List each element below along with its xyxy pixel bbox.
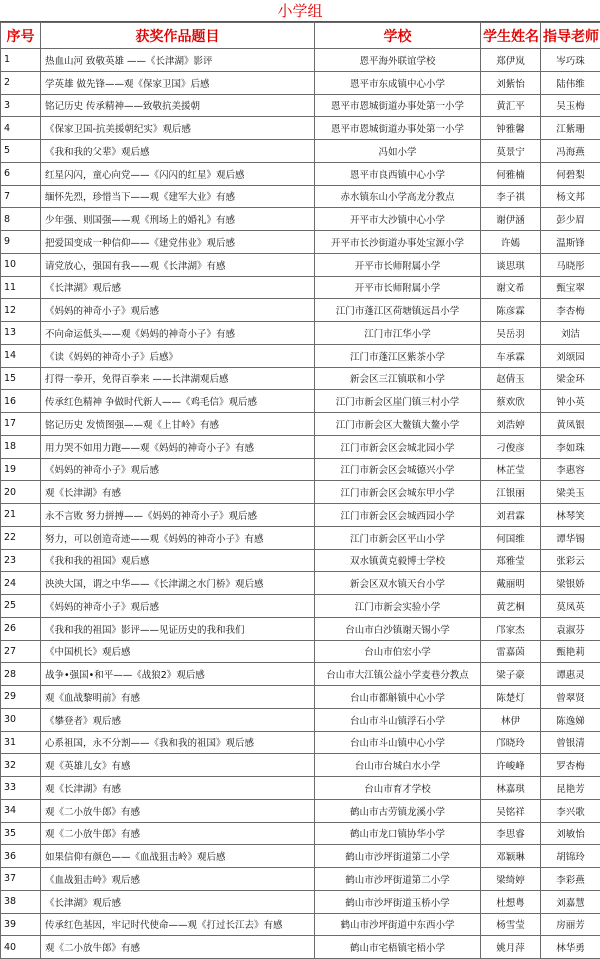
table-row	[1, 549, 600, 572]
cell-student: 刘紫怡	[481, 71, 541, 94]
cell-school: 江门市新会区平山小学	[315, 526, 481, 549]
cell-school: 开平市长师附属小学	[315, 253, 481, 276]
group-title: 小学组	[0, 0, 600, 22]
cell-student: 刘君霖	[481, 504, 541, 527]
cell-index: 1	[1, 49, 41, 72]
cell-student: 郑雅莹	[481, 549, 541, 572]
table-row	[1, 913, 600, 936]
cell-index: 37	[1, 868, 41, 891]
cell-work-title: 观《英雄儿女》有感	[41, 754, 315, 777]
cell-teacher: 江紫珊	[541, 117, 600, 140]
cell-school: 开平市大沙镇中心小学	[315, 208, 481, 231]
table-row	[1, 344, 600, 367]
cell-work-title: 打得一拳开，免得百拳来 ——长津湖观后感	[41, 367, 315, 390]
cell-index: 4	[1, 117, 41, 140]
cell-student: 赵倩玉	[481, 367, 541, 390]
cell-work-title: 《我和我的祖国》观后感	[41, 549, 315, 572]
cell-student: 何国维	[481, 526, 541, 549]
cell-work-title: 观《二小放牛郎》有感	[41, 822, 315, 845]
table-row	[1, 868, 600, 891]
cell-student: 吴岳羽	[481, 322, 541, 345]
cell-work-title: 《长津湖》观后感	[41, 890, 315, 913]
cell-work-title: 热血山河 致敬英雄 ——《长津湖》影评	[41, 49, 315, 72]
cell-index: 8	[1, 208, 41, 231]
cell-student: 许峻峰	[481, 754, 541, 777]
table-row	[1, 663, 600, 686]
cell-work-title: 观《长津湖》有感	[41, 481, 315, 504]
cell-index: 26	[1, 617, 41, 640]
cell-student: 梁绮婷	[481, 868, 541, 891]
header-school: 学校	[315, 23, 481, 49]
cell-teacher: 陆伟维	[541, 71, 600, 94]
cell-work-title: 观《长津湖》有感	[41, 777, 315, 800]
cell-work-title: 《妈妈的神奇小子》观后感	[41, 299, 315, 322]
cell-work-title: 《我和我的父辈》观后感	[41, 140, 315, 163]
cell-student: 谈思琪	[481, 253, 541, 276]
cell-teacher: 谭惠灵	[541, 663, 600, 686]
cell-school: 江门市新会区会城北园小学	[315, 435, 481, 458]
table-row	[1, 822, 600, 845]
cell-student: 戴丽明	[481, 572, 541, 595]
cell-index: 13	[1, 322, 41, 345]
cell-work-title: 永不言败 努力拼搏——《妈妈的神奇小子》观后感	[41, 504, 315, 527]
table-row	[1, 731, 600, 754]
cell-teacher: 胡锦玲	[541, 845, 600, 868]
header-teacher: 指导老师	[541, 23, 600, 49]
cell-school: 台山市台城白水小学	[315, 754, 481, 777]
cell-school: 赤水镇东山小学高龙分教点	[315, 185, 481, 208]
cell-index: 24	[1, 572, 41, 595]
table-row	[1, 185, 600, 208]
cell-school: 台山市大江镇公益小学麦巷分教点	[315, 663, 481, 686]
table-row	[1, 94, 600, 117]
table-row	[1, 458, 600, 481]
cell-work-title: 战争•强国•和平——《战狼2》观后感	[41, 663, 315, 686]
cell-work-title: 传承红色基因，牢记时代使命——观《打过长江去》有感	[41, 913, 315, 936]
cell-index: 22	[1, 526, 41, 549]
table-row	[1, 936, 600, 959]
cell-index: 7	[1, 185, 41, 208]
cell-student: 谢伊涵	[481, 208, 541, 231]
cell-teacher: 刘嘉慧	[541, 890, 600, 913]
cell-student: 黄艺桐	[481, 595, 541, 618]
cell-teacher: 刘颂园	[541, 344, 600, 367]
cell-school: 双水镇黄克毅博士学校	[315, 549, 481, 572]
cell-teacher: 梁美玉	[541, 481, 600, 504]
table-row	[1, 140, 600, 163]
cell-teacher: 吴玉梅	[541, 94, 600, 117]
cell-teacher: 岑巧珠	[541, 49, 600, 72]
cell-school: 开平市长沙街道办事处宝源小学	[315, 231, 481, 254]
table-row	[1, 526, 600, 549]
cell-index: 39	[1, 913, 41, 936]
cell-index: 14	[1, 344, 41, 367]
cell-school: 江门市江华小学	[315, 322, 481, 345]
table-row	[1, 890, 600, 913]
table-row	[1, 367, 600, 390]
cell-index: 3	[1, 94, 41, 117]
cell-index: 20	[1, 481, 41, 504]
cell-work-title: 《中国机长》观后感	[41, 640, 315, 663]
cell-teacher: 刘敏怡	[541, 822, 600, 845]
cell-index: 18	[1, 435, 41, 458]
cell-teacher: 曾翠贤	[541, 686, 600, 709]
cell-index: 2	[1, 71, 41, 94]
award-table	[0, 22, 600, 959]
cell-index: 17	[1, 413, 41, 436]
cell-student: 谢文希	[481, 276, 541, 299]
cell-teacher: 温斯锋	[541, 231, 600, 254]
cell-index: 21	[1, 504, 41, 527]
cell-student: 黄汇平	[481, 94, 541, 117]
cell-school: 恩平市恩城街道办事处第一小学	[315, 94, 481, 117]
table-body	[1, 49, 600, 959]
cell-student: 刘浩婷	[481, 413, 541, 436]
cell-school: 鹤山市沙坪街道第二小学	[315, 845, 481, 868]
cell-teacher: 陈逸娣	[541, 708, 600, 731]
cell-teacher: 刘洁	[541, 322, 600, 345]
cell-index: 6	[1, 162, 41, 185]
cell-work-title: 《妈妈的神奇小子》观后感	[41, 458, 315, 481]
table-row	[1, 390, 600, 413]
cell-work-title: 如果信仰有颜色——《血战狙击岭》观后感	[41, 845, 315, 868]
cell-index: 40	[1, 936, 41, 959]
cell-student: 邝家杰	[481, 617, 541, 640]
cell-teacher: 谭华锡	[541, 526, 600, 549]
cell-index: 32	[1, 754, 41, 777]
cell-student: 陈彦霖	[481, 299, 541, 322]
table-row	[1, 231, 600, 254]
cell-student: 蔡欢欣	[481, 390, 541, 413]
cell-student: 杨雪莹	[481, 913, 541, 936]
cell-school: 鹤山市宅梧镇宅梧小学	[315, 936, 481, 959]
cell-school: 台山市育才学校	[315, 777, 481, 800]
cell-school: 鹤山市沙坪街道第二小学	[315, 868, 481, 891]
cell-index: 25	[1, 595, 41, 618]
table-row	[1, 413, 600, 436]
cell-teacher: 甄宝翠	[541, 276, 600, 299]
cell-school: 鹤山市沙坪街道中东西小学	[315, 913, 481, 936]
cell-work-title: 用力哭不如用力跑——观《妈妈的神奇小子》有感	[41, 435, 315, 458]
cell-student: 吴铭祥	[481, 799, 541, 822]
cell-index: 9	[1, 231, 41, 254]
cell-teacher: 莫凤英	[541, 595, 600, 618]
cell-teacher: 李彩燕	[541, 868, 600, 891]
cell-teacher: 房丽芳	[541, 913, 600, 936]
cell-teacher: 李如珠	[541, 435, 600, 458]
cell-index: 12	[1, 299, 41, 322]
table-row	[1, 481, 600, 504]
cell-index: 36	[1, 845, 41, 868]
cell-school: 江门市新会区会城德兴小学	[315, 458, 481, 481]
cell-school: 江门市新会实验小学	[315, 595, 481, 618]
table-row	[1, 322, 600, 345]
table-row	[1, 640, 600, 663]
cell-index: 16	[1, 390, 41, 413]
cell-work-title: 《我和我的祖国》影评——见证历史的我和我们	[41, 617, 315, 640]
header-work-title: 获奖作品题目	[41, 23, 315, 49]
cell-teacher: 梁金环	[541, 367, 600, 390]
cell-teacher: 甄艳莉	[541, 640, 600, 663]
cell-work-title: 少年强、则国强——观《刑场上的婚礼》有感	[41, 208, 315, 231]
cell-student: 李子祺	[481, 185, 541, 208]
cell-teacher: 罗杏梅	[541, 754, 600, 777]
cell-teacher: 曾银清	[541, 731, 600, 754]
cell-school: 鹤山市沙坪街道玉桥小学	[315, 890, 481, 913]
cell-teacher: 何碧梨	[541, 162, 600, 185]
cell-student: 梁子豪	[481, 663, 541, 686]
cell-student: 刁俊彦	[481, 435, 541, 458]
cell-work-title: 铭记历史 传承精神——致敬抗美援朝	[41, 94, 315, 117]
cell-teacher: 林华勇	[541, 936, 600, 959]
cell-work-title: 努力，可以创造奇迹——观《妈妈的神奇小子》有感	[41, 526, 315, 549]
cell-index: 38	[1, 890, 41, 913]
cell-teacher: 张彩云	[541, 549, 600, 572]
table-row	[1, 799, 600, 822]
cell-school: 恩平市良西镇中心小学	[315, 162, 481, 185]
table-row	[1, 708, 600, 731]
cell-index: 30	[1, 708, 41, 731]
cell-school: 新会区双水镇天台小学	[315, 572, 481, 595]
cell-school: 台山市斗山镇中心小学	[315, 731, 481, 754]
cell-work-title: 传承红色精神 争做时代新人——《鸡毛信》观后感	[41, 390, 315, 413]
cell-work-title: 《血战狙击岭》观后感	[41, 868, 315, 891]
cell-teacher: 昆艳芳	[541, 777, 600, 800]
table-row	[1, 208, 600, 231]
header-row	[1, 23, 600, 49]
cell-student: 雷嘉茵	[481, 640, 541, 663]
cell-index: 31	[1, 731, 41, 754]
cell-student: 车承霖	[481, 344, 541, 367]
cell-school: 冯如小学	[315, 140, 481, 163]
cell-work-title: 《保家卫国-抗美援朝纪实》观后感	[41, 117, 315, 140]
cell-student: 莫景宁	[481, 140, 541, 163]
cell-teacher: 李杏梅	[541, 299, 600, 322]
cell-school: 江门市新会区会城西园小学	[315, 504, 481, 527]
cell-work-title: 把爱国变成一种信仰——《建党伟业》观后感	[41, 231, 315, 254]
cell-index: 28	[1, 663, 41, 686]
cell-school: 江门市新会区会城东甲小学	[315, 481, 481, 504]
cell-index: 33	[1, 777, 41, 800]
cell-student: 钟雅馨	[481, 117, 541, 140]
cell-work-title: 缅怀先烈，珍惜当下——观《建军大业》有感	[41, 185, 315, 208]
cell-index: 15	[1, 367, 41, 390]
cell-index: 34	[1, 799, 41, 822]
table-row	[1, 504, 600, 527]
cell-teacher: 马晓彤	[541, 253, 600, 276]
cell-school: 台山市斗山镇浮石小学	[315, 708, 481, 731]
cell-school: 恩平海外联谊学校	[315, 49, 481, 72]
table-row	[1, 754, 600, 777]
cell-work-title: 请党放心，强国有我——观《长津湖》有感	[41, 253, 315, 276]
cell-index: 35	[1, 822, 41, 845]
cell-index: 27	[1, 640, 41, 663]
cell-teacher: 钟小英	[541, 390, 600, 413]
cell-work-title: 不向命运低头——观《妈妈的神奇小子》有感	[41, 322, 315, 345]
cell-teacher: 梁银娇	[541, 572, 600, 595]
table-row	[1, 117, 600, 140]
cell-student: 林嘉琪	[481, 777, 541, 800]
cell-teacher: 杨文邦	[541, 185, 600, 208]
cell-index: 5	[1, 140, 41, 163]
table-row	[1, 572, 600, 595]
cell-school: 台山市伯宏小学	[315, 640, 481, 663]
cell-school: 台山市都斛镇中心小学	[315, 686, 481, 709]
cell-school: 鹤山市古劳镇龙溪小学	[315, 799, 481, 822]
cell-teacher: 黄凤银	[541, 413, 600, 436]
cell-work-title: 心系祖国，永不分割——《我和我的祖国》观后感	[41, 731, 315, 754]
cell-teacher: 袁淑芬	[541, 617, 600, 640]
cell-school: 新会区三江镇联和小学	[315, 367, 481, 390]
cell-school: 台山市白沙镇谢天锡小学	[315, 617, 481, 640]
header-student: 学生姓名	[481, 23, 541, 49]
cell-school: 江门市新会区大鳌镇大鳌小学	[315, 413, 481, 436]
cell-work-title: 《妈妈的神奇小子》观后感	[41, 595, 315, 618]
cell-work-title: 观《血战黎明前》有感	[41, 686, 315, 709]
cell-index: 23	[1, 549, 41, 572]
cell-student: 林芷莹	[481, 458, 541, 481]
cell-student: 郑伊岚	[481, 49, 541, 72]
cell-student: 邝晓玲	[481, 731, 541, 754]
cell-student: 许嫣	[481, 231, 541, 254]
cell-work-title: 《长津湖》观后感	[41, 276, 315, 299]
cell-work-title: 铭记历史 发愤图强——观《上甘岭》有感	[41, 413, 315, 436]
table-row	[1, 845, 600, 868]
cell-student: 李思睿	[481, 822, 541, 845]
cell-school: 开平市长师附属小学	[315, 276, 481, 299]
cell-work-title: 泱泱大国，谓之中华——《长津湖之水门桥》观后感	[41, 572, 315, 595]
table-row	[1, 71, 600, 94]
cell-work-title: 《读《妈妈的神奇小子》后感》	[41, 344, 315, 367]
cell-work-title: 学英雄 做先锋——观《保家卫国》后感	[41, 71, 315, 94]
table-row	[1, 777, 600, 800]
table-row	[1, 617, 600, 640]
header-index: 序号	[1, 23, 41, 49]
cell-index: 29	[1, 686, 41, 709]
cell-teacher: 李惠容	[541, 458, 600, 481]
cell-student: 杜想粤	[481, 890, 541, 913]
table-row	[1, 686, 600, 709]
cell-student: 陈楚灯	[481, 686, 541, 709]
table-row	[1, 595, 600, 618]
cell-teacher: 李兴歌	[541, 799, 600, 822]
cell-school: 恩平市恩城街道办事处第一小学	[315, 117, 481, 140]
cell-school: 江门市蓬江区紫茶小学	[315, 344, 481, 367]
cell-school: 江门市新会区崖门镇三村小学	[315, 390, 481, 413]
table-row	[1, 299, 600, 322]
cell-work-title: 观《二小放牛郎》有感	[41, 936, 315, 959]
cell-student: 姚月萍	[481, 936, 541, 959]
cell-teacher: 冯海燕	[541, 140, 600, 163]
table-row	[1, 253, 600, 276]
cell-index: 19	[1, 458, 41, 481]
cell-school: 鹤山市龙口镇协华小学	[315, 822, 481, 845]
cell-work-title: 观《二小放牛郎》有感	[41, 799, 315, 822]
cell-school: 江门市蓬江区荷塘镇远昌小学	[315, 299, 481, 322]
table-row	[1, 162, 600, 185]
cell-teacher: 林琴笑	[541, 504, 600, 527]
table-row	[1, 276, 600, 299]
table-row	[1, 435, 600, 458]
cell-student: 江银丽	[481, 481, 541, 504]
cell-work-title: 红星闪闪，童心向党——《闪闪的红星》观后感	[41, 162, 315, 185]
cell-work-title: 《攀登者》观后感	[41, 708, 315, 731]
cell-teacher: 彭少眉	[541, 208, 600, 231]
table-row	[1, 49, 600, 72]
cell-student: 邓颖琳	[481, 845, 541, 868]
cell-student: 何雅楠	[481, 162, 541, 185]
cell-student: 林伊	[481, 708, 541, 731]
cell-school: 恩平市东成镇中心小学	[315, 71, 481, 94]
cell-index: 10	[1, 253, 41, 276]
cell-index: 11	[1, 276, 41, 299]
